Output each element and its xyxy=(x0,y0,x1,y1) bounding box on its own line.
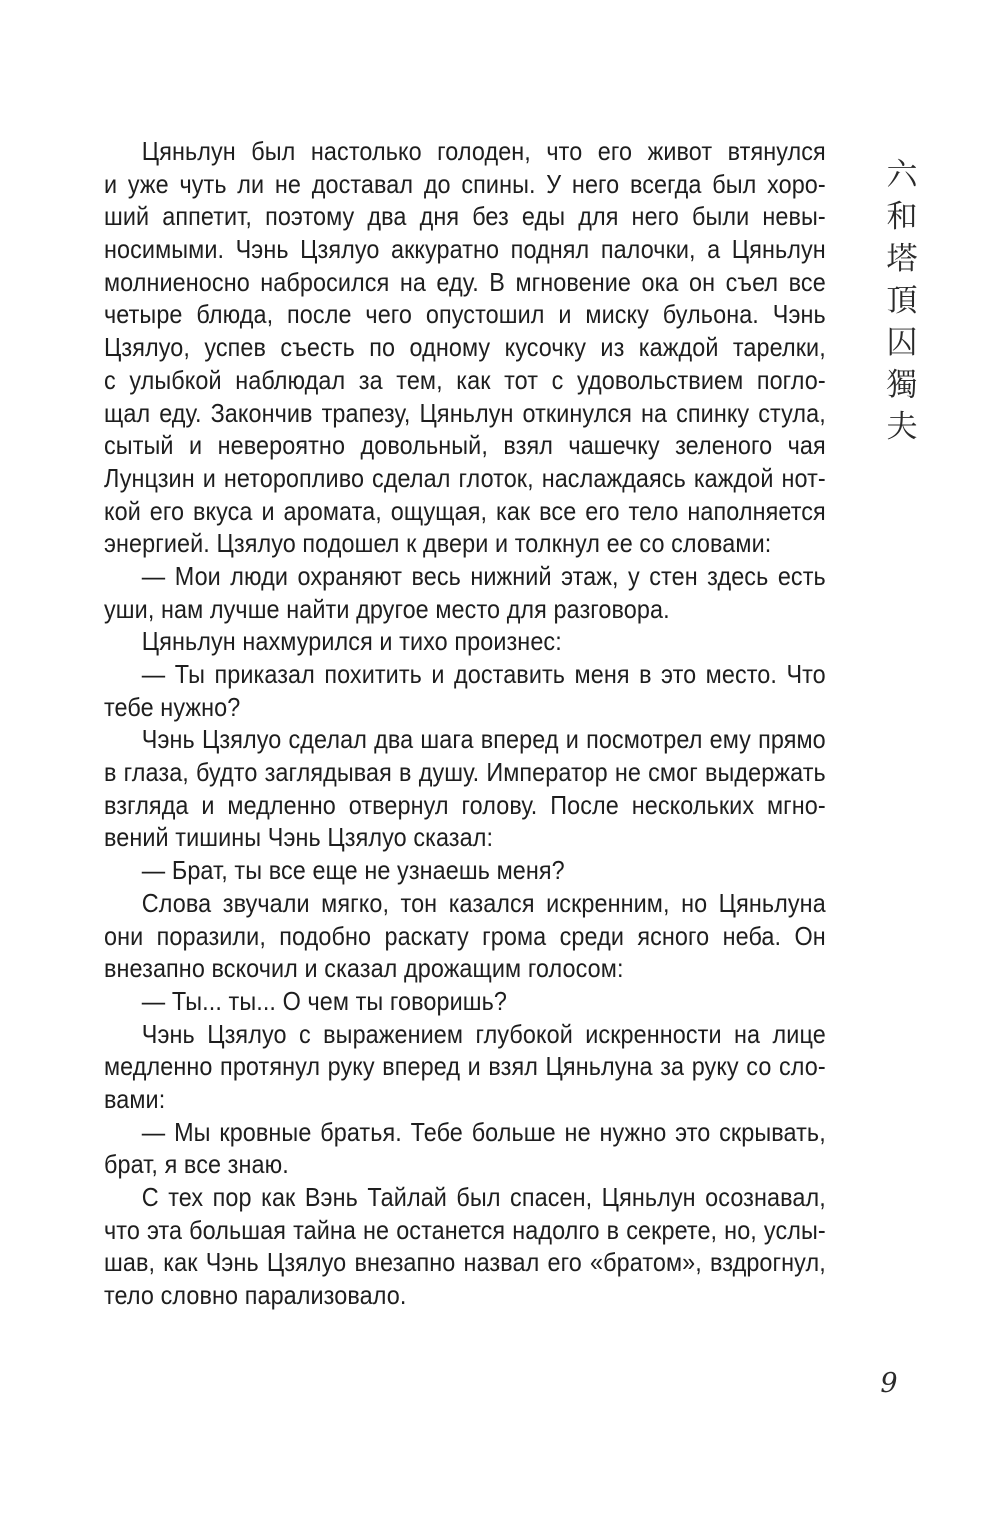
text-line: Цзялуо, успев съесть по одному кусочку из каждой тарелки, xyxy=(104,332,826,363)
body-text-flow xyxy=(104,135,826,1312)
text-line: Чэнь Цзялуо с выражением глубокой искренности на лице xyxy=(141,1018,826,1049)
text-line: Цяньлун нахмурился и тихо произнес: xyxy=(141,626,562,657)
text-line: вений тишины Чэнь Цзялуо сказал: xyxy=(104,822,494,853)
text-line: внезапно вскочил и сказал дрожащим голосом: xyxy=(104,953,624,984)
page-number: 9 xyxy=(880,1368,898,1399)
text-line: — Ты приказал похитить и доставить меня в это место. Что xyxy=(141,659,826,689)
text-line: они поразили, подобно раскату грома среди ясного неба. Он xyxy=(104,920,826,951)
text-line: уши, нам лучше найти другое место для разговора. xyxy=(104,593,670,624)
cjk-title-character: 獨 xyxy=(886,367,918,403)
text-line: Чэнь Цзялуо сделал два шага вперед и посмотрел ему прямо xyxy=(141,724,826,755)
text-line: медленно протянул руку вперед и взял Цяньлуна за руку со сло- xyxy=(104,1051,826,1082)
cjk-title-character: 和 xyxy=(886,199,918,235)
text-line: и уже чуть ли не доставал до спины. У него всегда был хоро- xyxy=(104,168,826,199)
text-line: четыре блюда, после чего опустошил и миску бульона. Чэнь xyxy=(104,299,826,330)
text-line: С тех пор как Вэнь Тайлай был спасен, Цяньлун осознавал, xyxy=(141,1182,826,1212)
text-line: — Брат, ты все еще не узнаешь меня? xyxy=(141,855,565,886)
cjk-title-character: 六 xyxy=(886,157,918,193)
text-line: Лунцзин и неторопливо сделал глоток, наслаждаясь каждой нот- xyxy=(104,462,826,493)
cjk-title-character: 夫 xyxy=(886,409,918,445)
text-line: сытый и невероятно довольный, взял чашечку зеленого чая xyxy=(104,430,826,461)
text-line: — Ты... ты... О чем ты говоришь? xyxy=(141,985,508,1016)
chapter-title-vertical-cjk xyxy=(884,154,920,448)
text-line: вами: xyxy=(104,1083,166,1114)
text-line: щал еду. Закончив трапезу, Цяньлун откинулся на спинку стула, xyxy=(104,397,826,428)
text-line: шав, как Чэнь Цзялуо внезапно назвал его «братом», вздрогнул, xyxy=(104,1247,826,1278)
text-line: — Мы кровные братья. Тебе больше не нужно это скрывать, xyxy=(141,1116,826,1147)
cjk-title-character: 塔 xyxy=(886,241,918,277)
body-text-column xyxy=(104,135,826,1312)
text-line: энергией. Цзялуо подошел к двери и толкнул ее со словами: xyxy=(104,528,772,559)
text-line: тебе нужно? xyxy=(104,691,241,722)
text-line: кой его вкуса и аромата, ощущая, как все его тело наполняется xyxy=(104,495,826,526)
text-line: с улыбкой наблюдал за тем, как тот с удовольствием погло- xyxy=(104,364,826,395)
text-line: ший аппетит, поэтому два дня без еды для него были невы- xyxy=(104,201,826,232)
text-line: что эта большая тайна не останется надолго в секрете, но, услы- xyxy=(104,1214,826,1245)
text-line: взгляда и медленно отвернул голову. После нескольких мгно- xyxy=(104,789,826,820)
text-line: носимыми. Чэнь Цзялуо аккуратно поднял палочки, а Цяньлун xyxy=(104,234,826,265)
text-line: Слова звучали мягко, тон казался искренним, но Цяньлуна xyxy=(141,887,826,918)
text-line: в глаза, будто заглядывая в душу. Император не смог выдержать xyxy=(104,757,826,788)
text-line: тело словно парализовало. xyxy=(104,1280,407,1311)
text-line: — Мои люди охраняют весь нижний этаж, у стен здесь есть xyxy=(141,560,826,591)
cjk-title-character: 囚 xyxy=(886,325,918,361)
text-line: молниеносно набросился на еду. В мгновение ока он съел все xyxy=(104,266,826,297)
text-line: брат, я все знаю. xyxy=(104,1149,289,1180)
text-line: Цяньлун был настолько голоден, что его живот втянулся xyxy=(141,136,826,166)
cjk-title-character: 頂 xyxy=(886,283,918,319)
